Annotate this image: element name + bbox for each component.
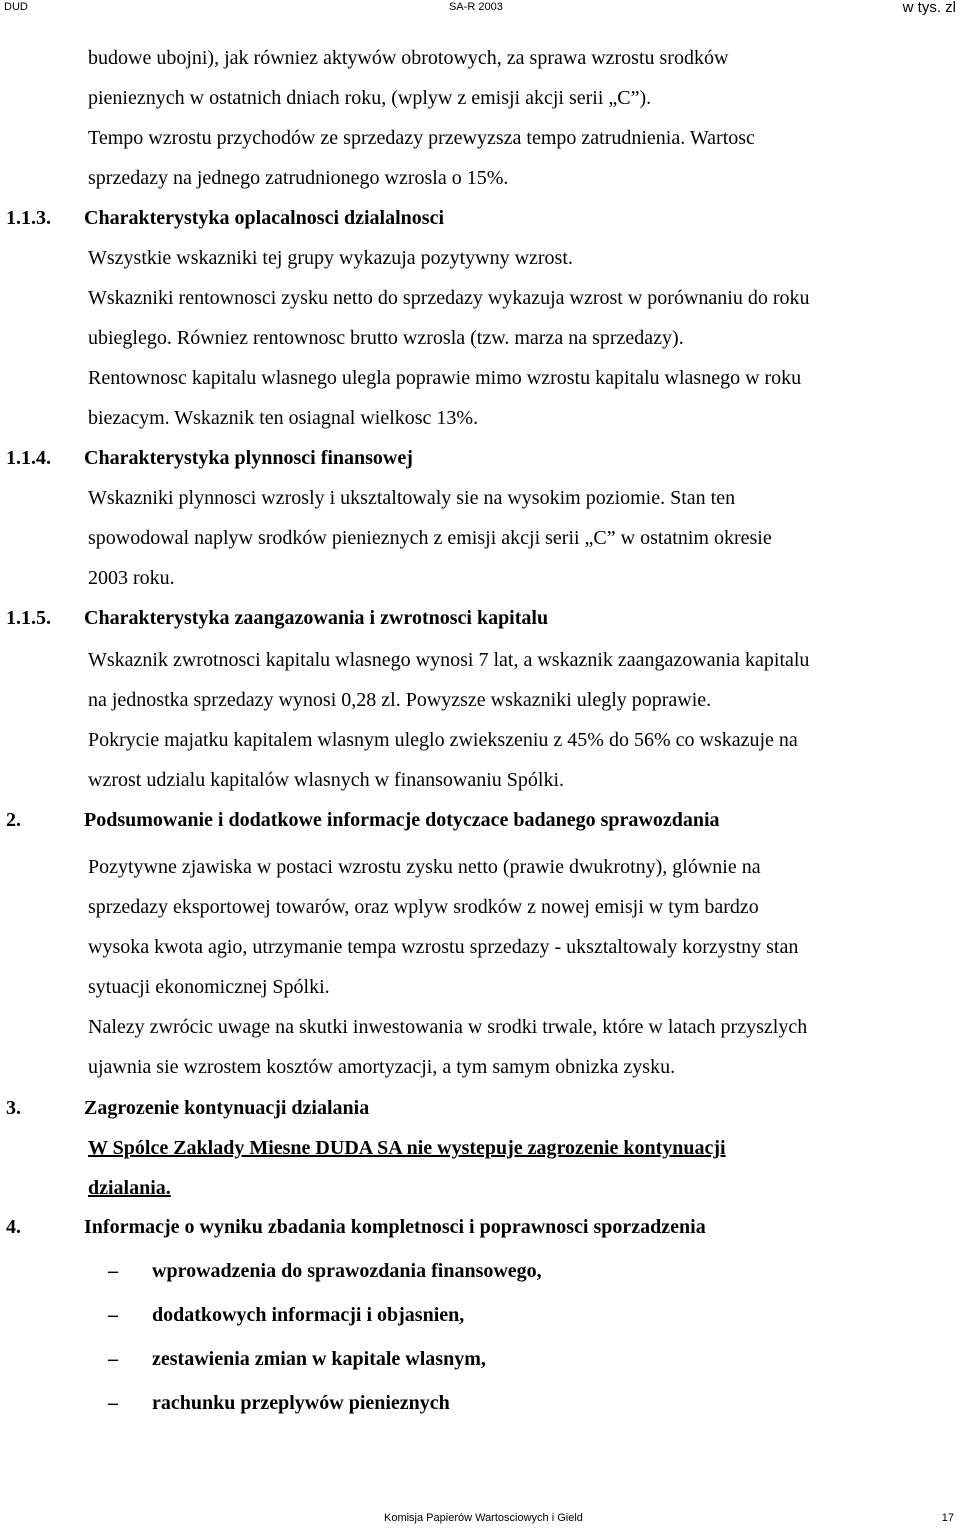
header-left: DUD: [4, 1, 28, 13]
section-heading-4: [6, 1215, 706, 1239]
page-number: 17: [941, 1512, 954, 1524]
section-title: Charakterystyka oplacalnosci dzialalnosci: [84, 207, 445, 229]
text-line: wzrost udzialu kapitalów wlasnych w finansowaniu Spólki.: [88, 769, 565, 791]
section-title: Charakterystyka zaangazowania i zwrotnosci kapitalu: [84, 607, 549, 629]
section-number: 1.1.5.: [6, 607, 51, 629]
section-title: Podsumowanie i dodatkowe informacje dotyczace badanego sprawozdania: [84, 809, 720, 831]
section-heading-1-1-3: [6, 206, 444, 230]
text-line: na jednostka sprzedazy wynosi 0,28 zl. Powyzsze wskazniki ulegly poprawie.: [88, 689, 712, 711]
text-line: Rentownosc kapitalu wlasnego ulegla poprawie mimo wzrostu kapitalu wlasnego w roku: [88, 367, 802, 389]
section-number: 4.: [6, 1216, 21, 1238]
text-line: Pozytywne zjawiska w postaci wzrostu zysku netto (prawie dwukrotny), glównie na: [88, 856, 761, 878]
list-item-text: rachunku przeplywów pienieznych: [152, 1392, 450, 1414]
section-title: Zagrozenie kontynuacji dzialania: [84, 1097, 370, 1119]
section-heading-1-1-4: [6, 446, 413, 470]
list-item-text: wprowadzenia do sprawozdania finansowego,: [152, 1260, 542, 1282]
text-line: Wskazniki rentownosci zysku netto do sprzedazy wykazuja wzrost w porównaniu do roku: [88, 287, 810, 309]
section-number: 1.1.4.: [6, 447, 51, 469]
list-item: [108, 1259, 542, 1283]
text-line: Wszystkie wskazniki tej grupy wykazuja pozytywny wzrost.: [88, 247, 573, 269]
dash-bullet: –: [108, 1304, 118, 1326]
underlined-statement: W Spólce Zaklady Miesne DUDA SA nie wystepuje zagrozenie kontynuacji: [88, 1137, 726, 1159]
text-line: sprzedazy na jednego zatrudnionego wzrosla o 15%.: [88, 167, 509, 189]
section-number: 3.: [6, 1097, 21, 1119]
section-title: Charakterystyka plynnosci finansowej: [84, 447, 413, 469]
section-heading-2: [6, 808, 720, 832]
section-title: Informacje o wyniku zbadania kompletnosci i poprawnosci sporzadzenia: [84, 1216, 706, 1238]
page-footer: [0, 1512, 960, 1528]
text-line: Wskaznik zwrotnosci kapitalu wlasnego wynosi 7 lat, a wskaznik zaangazowania kapitalu: [88, 649, 810, 671]
section-heading-3: [6, 1096, 369, 1120]
list-item: [108, 1391, 450, 1415]
section-number: 2.: [6, 809, 21, 831]
list-item: [108, 1303, 464, 1327]
text-line: ubieglego. Równiez rentownosc brutto wzrosla (tzw. marza na sprzedazy).: [88, 327, 684, 349]
text-line: pienieznych w ostatnich dniach roku, (wplyw z emisji akcji serii „C”).: [88, 87, 652, 109]
text-line: sprzedazy eksportowej towarów, oraz wplyw srodków z nowej emisji w tym bardzo: [88, 896, 759, 918]
text-line: budowe ubojni), jak równiez aktywów obrotowych, za sprawa wzrostu srodków: [88, 47, 729, 69]
dash-bullet: –: [108, 1392, 118, 1414]
dash-bullet: –: [108, 1260, 118, 1282]
text-line: wysoka kwota agio, utrzymanie tempa wzrostu sprzedazy - uksztaltowaly korzystny stan: [88, 936, 799, 958]
text-line: Wskazniki plynnosci wzrosly i uksztaltowaly sie na wysokim poziomie. Stan ten: [88, 487, 736, 509]
dash-bullet: –: [108, 1348, 118, 1370]
text-line: biezacym. Wskaznik ten osiagnal wielkosc 13%.: [88, 407, 479, 429]
page-header: [0, 0, 960, 18]
list-item-text: zestawienia zmian w kapitale wlasnym,: [152, 1348, 486, 1370]
text-line: sytuacji ekonomicznej Spólki.: [88, 976, 330, 998]
underlined-statement: dzialania.: [88, 1177, 171, 1199]
section-heading-1-1-5: [6, 606, 548, 630]
text-line: Pokrycie majatku kapitalem wlasnym uleglo zwiekszeniu z 45% do 56% co wskazuje na: [88, 729, 798, 751]
text-line: Tempo wzrostu przychodów ze sprzedazy przewyzsza tempo zatrudnienia. Wartosc: [88, 127, 755, 149]
text-line: ujawnia sie wzrostem kosztów amortyzacji, a tym samym obnizka zysku.: [88, 1056, 676, 1078]
text-line: 2003 roku.: [88, 567, 175, 589]
list-item: [108, 1347, 486, 1371]
section-number: 1.1.3.: [6, 207, 51, 229]
header-units: w tys. zl: [902, 0, 956, 16]
header-center: SA-R 2003: [449, 1, 503, 13]
text-line: spowodowal naplyw srodków pienieznych z emisji akcji serii „C” w ostatnim okresie: [88, 527, 772, 549]
footer-publisher: Komisja Papierów Wartosciowych i Gield: [384, 1512, 583, 1524]
list-item-text: dodatkowych informacji i objasnien,: [152, 1304, 465, 1326]
text-line: Nalezy zwrócic uwage na skutki inwestowania w srodki trwale, które w latach przyszlych: [88, 1016, 808, 1038]
